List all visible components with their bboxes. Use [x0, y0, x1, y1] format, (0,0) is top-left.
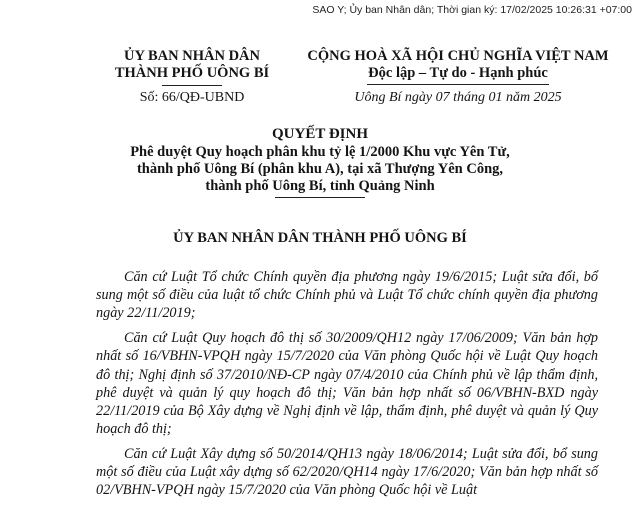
- digital-signature-stamp: SAO Y; Ủy ban Nhân dân; Thời gian ký: 17/02/2025 10:26:31 +07:00: [312, 4, 632, 16]
- country-name: CỘNG HOÀ XÃ HỘI CHỦ NGHĨA VIỆT NAM: [307, 48, 609, 64]
- place-and-date: Uông Bí ngày 07 tháng 01 năm 2025: [354, 90, 562, 105]
- national-header: [298, 48, 618, 85]
- decision-number: Số: 66/QĐ-UBND: [139, 90, 245, 105]
- authority-line-2: THÀNH PHỐ UÔNG BÍ: [114, 65, 270, 81]
- authority-underline: [162, 85, 222, 86]
- legal-basis-section: [96, 268, 598, 506]
- legal-basis-paragraph: Căn cứ Luật Tổ chức Chính quyền địa phương ngày 19/6/2015; Luật sửa đổi, bổ sung một số điều của luật tổ chức Chính phủ và Luật Tổ chức chính quyền địa phương ngày 22/11/2019;: [96, 269, 598, 322]
- national-motto: Độc lập – Tự do - Hạnh phúc: [368, 65, 548, 81]
- decision-subject: [110, 144, 530, 198]
- subject-line: thành phố Uông Bí, tỉnh Quảng Ninh: [205, 178, 435, 194]
- subject-underline: [275, 197, 365, 198]
- subject-line: thành phố Uông Bí (phân khu A), tại xã Thượng Yên Công,: [136, 161, 504, 177]
- legal-basis-paragraph: Căn cứ Luật Xây dựng số 50/2014/QH13 ngày 18/06/2014; Luật sửa đổi, bổ sung một số điều của Luật xây dựng số 62/2020/QH14 ngày 17/6/2020; Văn bản hợp nhất số 02/VBHN-VPQH ngày 15/7/2020 của Văn phòng Quốc hội về Luật: [96, 445, 598, 499]
- legal-basis-paragraph: Căn cứ Luật Quy hoạch đô thị số 30/2009/QH12 ngày 17/06/2009; Văn bản hợp nhất số 16/VBHN-VPQH ngày 15/7/2020 của Văn phòng Quốc hội về Luật Quy hoạch đô thị; Nghị định số 37/2010/NĐ-CP ngày 07/4/2010 của Chính phủ về lập thẩm định, phê duyệt và quản lý quy hoạch đô thị; Văn bản hợp nhất số 06/VBHN-BXD ngày 22/11/2019 của Bộ Xây dựng về Nghị định về lập, thẩm định, phê duyệt và quản lý Quy hoạch đô thị;: [96, 330, 598, 438]
- issuing-authority: [92, 48, 292, 86]
- motto-underline: [367, 84, 549, 85]
- authority-line-1: ỦY BAN NHÂN DÂN: [123, 48, 260, 64]
- subject-line: Phê duyệt Quy hoạch phân khu tỷ lệ 1/2000 Khu vực Yên Tử,: [130, 144, 510, 160]
- document-title: QUYẾT ĐỊNH: [272, 126, 368, 142]
- issuer-heading: ỦY BAN NHÂN DÂN THÀNH PHỐ UÔNG BÍ: [173, 230, 467, 246]
